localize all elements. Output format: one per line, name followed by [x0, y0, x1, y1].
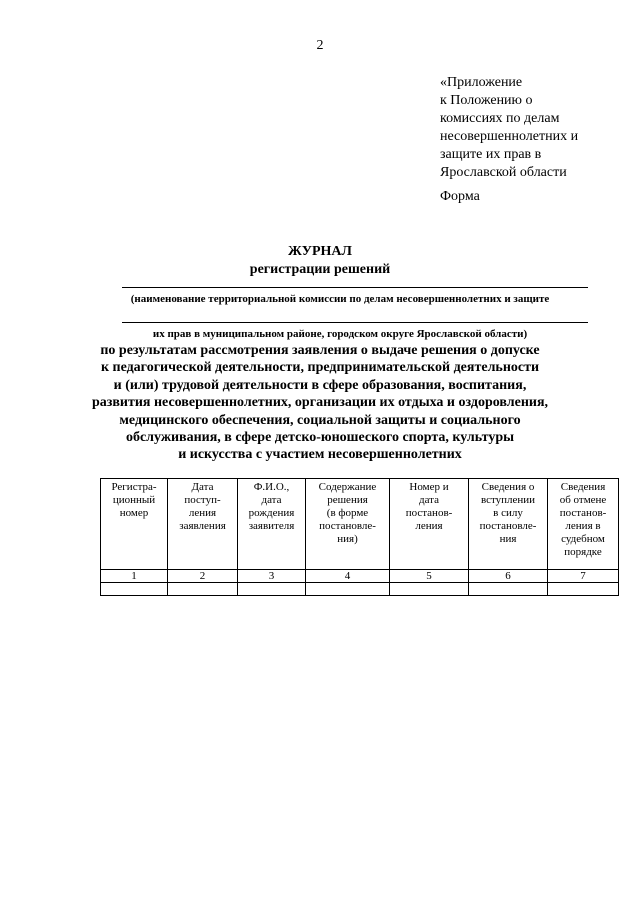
- fill-in-line: [122, 287, 588, 288]
- appendix-line: «Приложение: [440, 75, 523, 90]
- column-header-line: порядке: [564, 546, 602, 558]
- column-header-line: Сведения о: [481, 481, 535, 493]
- purpose-line: медицинского обеспечения, социальной защиты и социального: [119, 412, 521, 428]
- commission-name-note: их прав в муниципальном районе, городском округе Ярославской области): [152, 328, 528, 340]
- column-number: 2: [168, 570, 238, 583]
- column-header: [548, 479, 619, 570]
- column-header-line: постановле-: [319, 520, 376, 532]
- column-header-line: Регистра-: [111, 481, 157, 493]
- column-number: 3: [238, 570, 306, 583]
- column-header: [168, 479, 238, 570]
- column-number: 6: [469, 570, 548, 583]
- column-header-line: заявления: [179, 520, 226, 532]
- column-header-line: решения: [327, 494, 368, 506]
- column-header: [390, 479, 469, 570]
- column-header: [306, 479, 390, 570]
- column-number: 1: [101, 570, 168, 583]
- empty-cell[interactable]: [469, 583, 548, 596]
- appendix-line: защите их прав в: [440, 147, 542, 162]
- column-header-line: вступлении: [480, 494, 536, 506]
- column-header-line: ния): [337, 533, 358, 545]
- column-header-line: об отмене: [559, 494, 607, 506]
- document-title: ЖУРНАЛ: [288, 244, 352, 259]
- column-header-line: Дата: [191, 481, 214, 493]
- empty-cell[interactable]: [306, 583, 390, 596]
- column-header-line: дата: [261, 494, 282, 506]
- column-header-line: рождения: [248, 507, 295, 519]
- column-header-line: Ф.И.О.,: [253, 481, 290, 493]
- purpose-line: по результатам рассмотрения заявления о выдаче решения о допуске: [100, 343, 540, 358]
- empty-cell[interactable]: [548, 583, 619, 596]
- appendix-reference: [440, 74, 630, 182]
- column-header-line: судебном: [561, 533, 605, 545]
- column-header-line: заявителя: [248, 520, 295, 532]
- column-header-line: ления: [415, 520, 443, 532]
- appendix-line: комиссиях по делам: [440, 111, 560, 126]
- fill-in-line: [122, 322, 588, 323]
- column-header-line: Содержание: [318, 481, 377, 493]
- empty-cell[interactable]: [390, 583, 469, 596]
- column-header-line: постанов-: [405, 507, 453, 519]
- column-header-line: Номер и: [409, 481, 449, 493]
- column-header-line: дата: [418, 494, 440, 506]
- commission-name-note: (наименование территориальной комиссии по делам несовершеннолетних и защите: [130, 293, 550, 305]
- empty-cell[interactable]: [101, 583, 168, 596]
- column-header-line: в силу: [493, 507, 523, 519]
- column-header-line: ления в: [565, 520, 601, 532]
- page-number: 2: [316, 38, 324, 53]
- appendix-line: несовершеннолетних и: [440, 129, 579, 144]
- journal-purpose: [0, 342, 640, 464]
- column-header-line: ционный: [112, 494, 156, 506]
- column-header-line: ния: [499, 533, 517, 545]
- purpose-line: к педагогической деятельности, предпринимательской деятельности: [100, 360, 540, 376]
- column-header: [238, 479, 306, 570]
- appendix-line: к Положению о: [440, 93, 533, 108]
- column-number: 5: [390, 570, 469, 583]
- form-label: Форма: [440, 189, 480, 204]
- purpose-line: и искусства с участием несовершеннолетних: [178, 447, 462, 463]
- column-number: 4: [306, 570, 390, 583]
- column-header-line: Сведения: [560, 481, 606, 493]
- column-header: [469, 479, 548, 570]
- column-header-line: ления: [188, 507, 217, 519]
- purpose-line: развития несовершеннолетних, организации их отдыха и оздоровления,: [91, 395, 549, 411]
- column-header-line: постановле-: [479, 520, 537, 532]
- journal-table: [100, 478, 619, 596]
- column-header: [101, 479, 168, 570]
- document-subtitle: регистрации решений: [249, 262, 391, 277]
- column-header-line: номер: [119, 507, 149, 519]
- empty-cell[interactable]: [238, 583, 306, 596]
- appendix-line: Ярославской области: [440, 165, 567, 180]
- empty-cell[interactable]: [168, 583, 238, 596]
- column-number: 7: [548, 570, 619, 583]
- column-number-row: [101, 570, 619, 583]
- table-row-empty: [101, 583, 619, 596]
- purpose-line: и (или) трудовой деятельности в сфере образования, воспитания,: [113, 377, 527, 393]
- column-header-line: поступ-: [184, 494, 221, 506]
- purpose-line: обслуживания, в сфере детско-юношеского спорта, культуры: [125, 430, 515, 446]
- column-header-line: (в форме: [326, 507, 369, 519]
- table-header-row: [101, 479, 619, 570]
- column-header-line: постанов-: [559, 507, 607, 519]
